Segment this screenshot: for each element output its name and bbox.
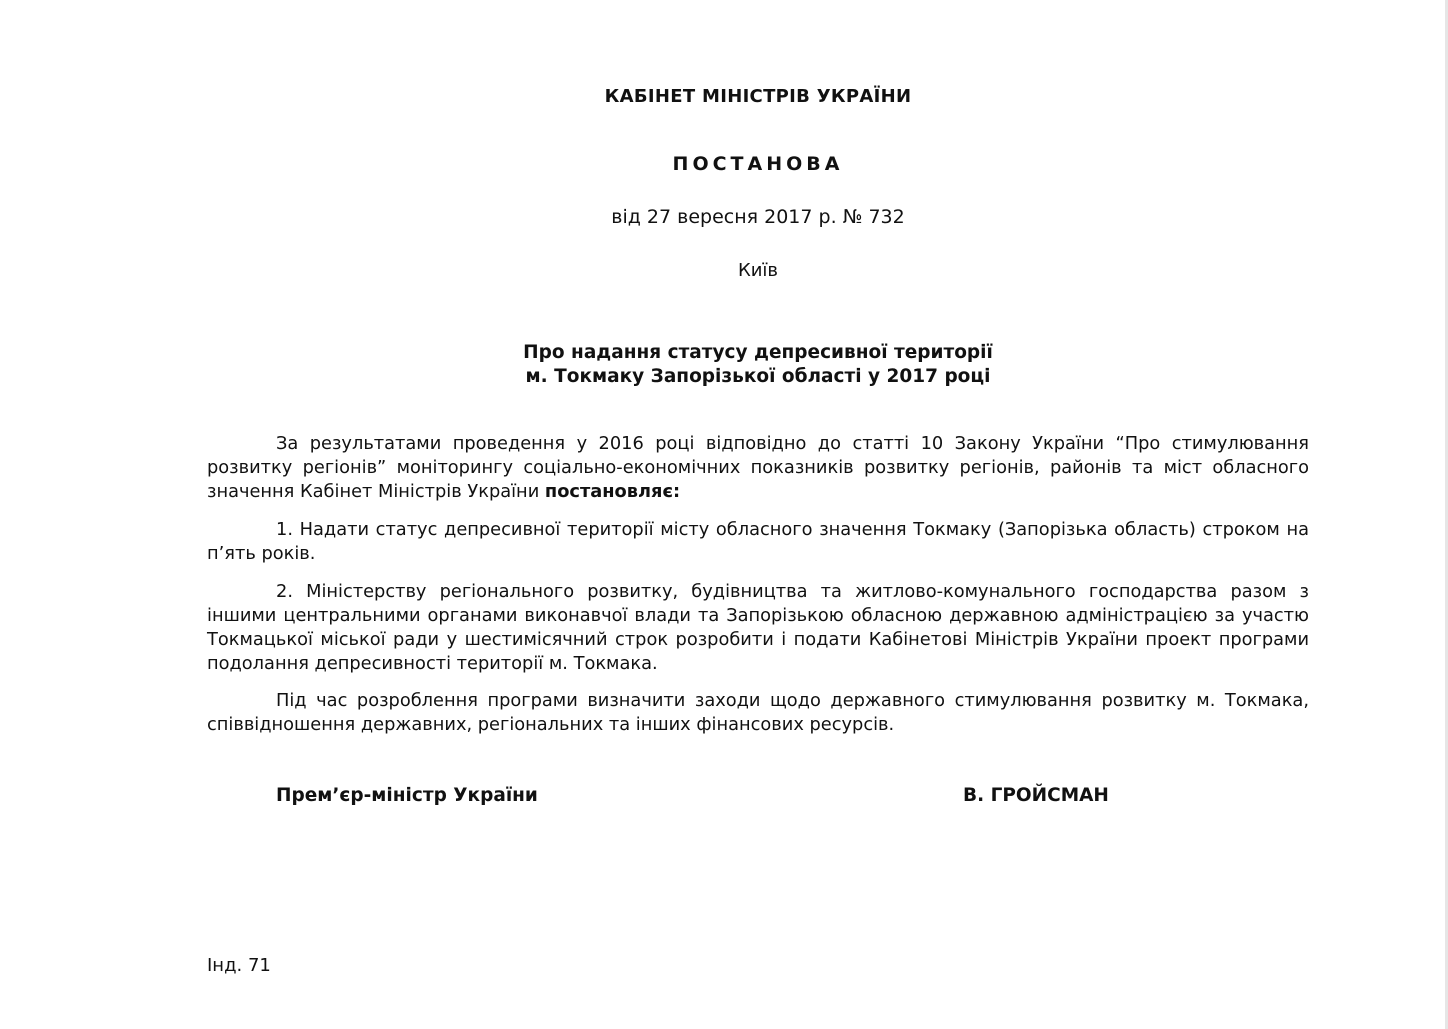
item-2-paragraph: [207, 580, 1309, 676]
signatory-name: В. ГРОЙСМАН: [963, 785, 1109, 806]
preamble-paragraph: [207, 432, 1309, 504]
signatory-position: Прем’єр-міністр України: [276, 785, 538, 806]
item-2-continuation-text: Під час розроблення програми визначити заходи щодо державного стимулювання розвитку м. Токмака, співвідношення державних, регіональних та інших фінансових ресурсів.: [207, 690, 1309, 735]
city: Київ: [737, 260, 779, 281]
document-title: [207, 341, 1309, 389]
item-2-text: 2. Міністерству регіонального розвитку, будівництва та житлово-комунального господарства разом з іншими центральними органами виконавчої влади та Запорізькою обласною державною адміністрацією за участю Токмацької міської ради у шестимісячний строк розробити і подати Кабінетові Міністрів України проект програми подолання депресивності території м. Токмака.: [207, 581, 1309, 674]
preamble-text: За результатами проведення у 2016 році відповідно до статті 10 Закону України “Про стимулювання розвитку регіонів” моніторингу соціально-економічних показників розвитку регіонів, районів та міст обласного значення Кабінет Міністрів України: [207, 433, 1309, 502]
issuing-authority: КАБІНЕТ МІНІСТРІВ УКРАЇНИ: [604, 86, 912, 107]
item-2-continuation-paragraph: [207, 689, 1309, 737]
item-1-paragraph: [207, 518, 1309, 566]
preamble-resolution-word: постановляє:: [544, 481, 681, 502]
date-and-number: від 27 вересня 2017 р. № 732: [611, 206, 905, 228]
title-line-2: м. Токмаку Запорізької області у 2017 році: [525, 366, 991, 387]
item-1-text: 1. Надати статус депресивної території місту обласного значення Токмаку (Запорізька область) строком на п’ять років.: [207, 519, 1309, 564]
title-line-1: Про надання статусу депресивної території: [523, 342, 993, 363]
document-index: Інд. 71: [207, 955, 271, 976]
document-type: ПОСТАНОВА: [672, 153, 844, 175]
